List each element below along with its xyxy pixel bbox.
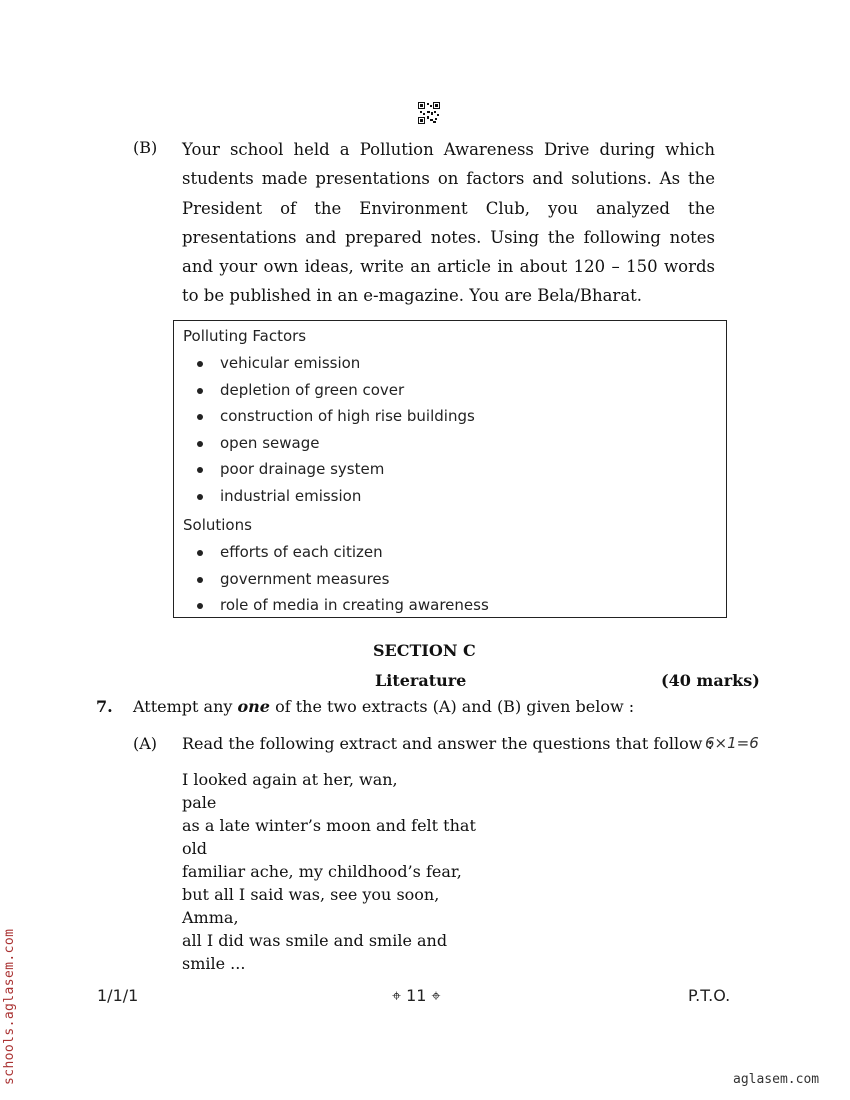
polluting-factors-heading: Polluting Factors bbox=[183, 327, 307, 345]
poem-line: all I did was smile and smile and bbox=[182, 931, 448, 950]
list-item: vehicular emission bbox=[194, 350, 475, 377]
question-b-text: Your school held a Pollution Awareness Drive during which students made presentations on factors and solutions. As the President of the Environment Club, you analyzed the presentations and prepared notes. Using the following notes and your own ideas, write an article in about 120 – 150 words to be published in an e-magazine. You are Bela/Bharat. bbox=[182, 140, 715, 306]
poem-line: familiar ache, my childhood’s fear, bbox=[182, 862, 462, 881]
list-item: poor drainage system bbox=[194, 456, 475, 483]
question-7-text-after: of the two extracts (A) and (B) given below : bbox=[269, 697, 635, 716]
paper-code: 1/1/1 bbox=[97, 986, 139, 1005]
list-item: government measures bbox=[194, 566, 489, 593]
poem-line: but all I said was, see you soon, bbox=[182, 885, 440, 904]
page-number: ⌖ 11 ⌖ bbox=[392, 986, 441, 1005]
question-b-label: (B) bbox=[133, 138, 158, 157]
list-item: industrial emission bbox=[194, 483, 475, 510]
question-7-number: 7. bbox=[96, 697, 113, 716]
poem-line: old bbox=[182, 839, 207, 858]
poem-line: as a late winter’s moon and felt that bbox=[182, 816, 476, 835]
solutions-heading: Solutions bbox=[183, 516, 252, 534]
section-title: SECTION C bbox=[373, 641, 476, 660]
list-item: construction of high rise buildings bbox=[194, 403, 475, 430]
list-item: depletion of green cover bbox=[194, 377, 475, 404]
section-subtitle: Literature bbox=[375, 671, 467, 690]
poem-line: smile ... bbox=[182, 954, 246, 973]
qr-code-icon bbox=[418, 102, 440, 124]
pto-label: P.T.O. bbox=[688, 986, 731, 1005]
poem-line: pale bbox=[182, 793, 217, 812]
solutions-list bbox=[194, 539, 489, 619]
list-item: efforts of each citizen bbox=[194, 539, 489, 566]
extract-a-label: (A) bbox=[133, 734, 158, 753]
poem-extract bbox=[182, 768, 476, 975]
list-item: open sewage bbox=[194, 430, 475, 457]
section-marks: (40 marks) bbox=[661, 671, 760, 690]
poem-line: Amma, bbox=[182, 908, 239, 927]
poem-line: I looked again at her, wan, bbox=[182, 770, 398, 789]
question-7-text-before: Attempt any bbox=[133, 697, 238, 716]
question-7-text bbox=[133, 697, 634, 716]
polluting-factors-list bbox=[194, 350, 475, 510]
notes-box bbox=[173, 320, 727, 618]
extract-a-marks: 6×1=6 bbox=[705, 734, 759, 752]
list-item: role of media in creating awareness bbox=[194, 592, 489, 619]
question-7-emphasis: one bbox=[237, 697, 270, 716]
extract-a-instruction: Read the following extract and answer the questions that follow : bbox=[182, 734, 713, 753]
corner-watermark: aglasem.com bbox=[733, 1072, 820, 1087]
side-watermark: schools.aglasem.com bbox=[2, 928, 17, 1085]
